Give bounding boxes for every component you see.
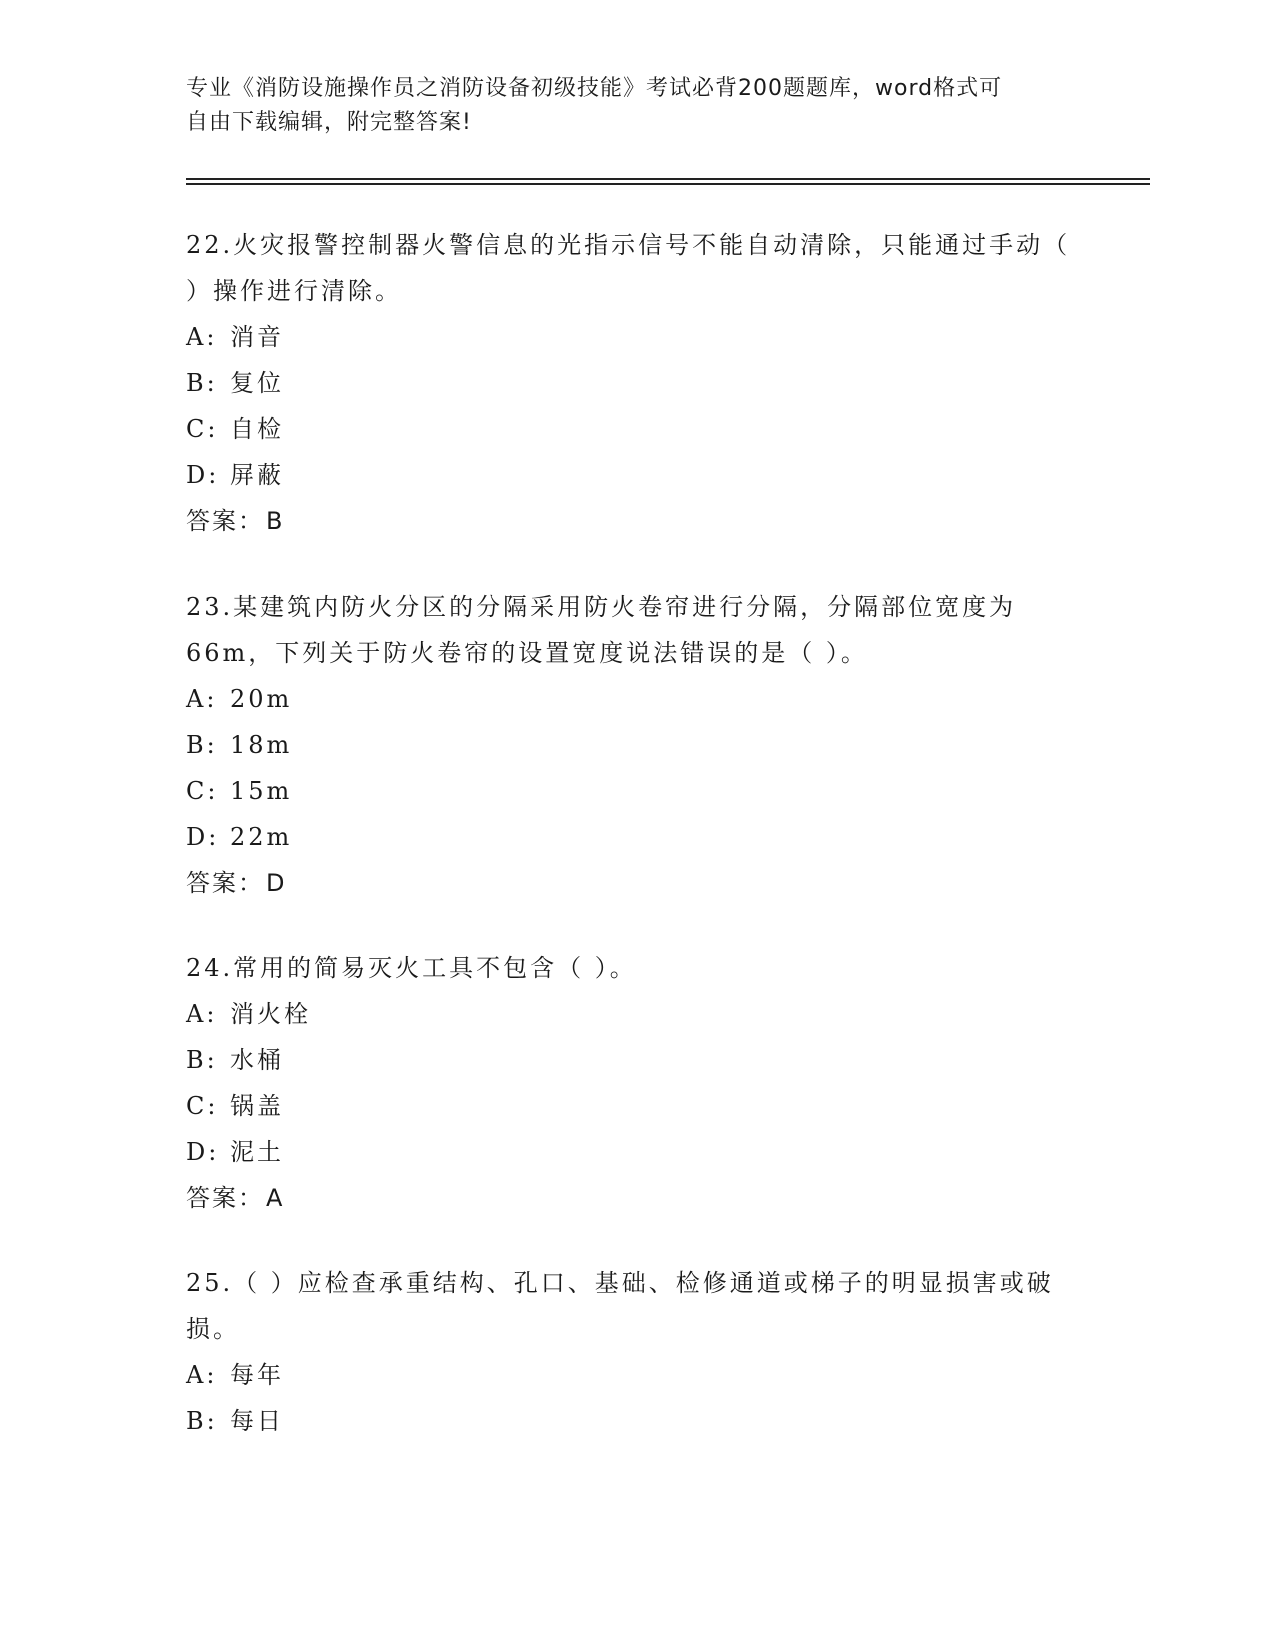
option-key: A: [186,1361,218,1389]
option-key: A: [186,1000,218,1028]
option-key: A: [186,323,218,351]
option-d [186,1129,1086,1175]
option-c [186,768,1086,814]
question-25 [186,1260,1086,1444]
option-text: 屏蔽 [230,461,284,489]
question-22 [186,222,1086,544]
header-divider-top [186,178,1150,180]
question-23 [186,584,1086,906]
header-line-1: 专业《消防设施操作员之消防设备初级技能》考试必背200题题库，word格式可 [186,76,1003,101]
answer-label: 答案： [186,869,264,897]
option-text: 消音 [230,323,284,351]
header-divider-bottom [186,183,1150,185]
option-text: 18m [230,731,293,759]
answer-line [186,860,1086,906]
option-c [186,1083,1086,1129]
option-d [186,814,1086,860]
option-key: B: [186,1046,218,1074]
answer-line [186,498,1086,544]
question-text: 22.火灾报警控制器火警信息的光指示信号不能自动清除，只能通过手动（ ）操作进行清除。 [186,231,1071,305]
option-key: C: [186,1092,219,1120]
option-key: B: [186,369,218,397]
document-header [186,72,1066,140]
option-text: 自检 [230,415,284,443]
option-text: 20m [230,685,293,713]
option-b [186,1037,1086,1083]
option-text: 水桶 [230,1046,284,1074]
option-key: B: [186,1407,218,1435]
option-key: D: [186,1138,220,1166]
option-text: 消火栓 [230,1000,311,1028]
option-text: 15m [230,777,293,805]
answer-label: 答案： [186,507,264,535]
question-text: 25.（ ）应检查承重结构、孔口、基础、检修通道或梯子的明显损害或破损。 [186,1269,1054,1343]
option-b [186,722,1086,768]
option-a [186,676,1086,722]
option-key: D: [186,823,220,851]
option-a [186,314,1086,360]
answer-value: B [266,507,285,535]
question-text: 24.常用的简易灭火工具不包含（ ）。 [186,954,637,982]
answer-label: 答案： [186,1184,264,1212]
answer-value: A [266,1184,285,1212]
option-text: 复位 [230,369,284,397]
option-key: B: [186,731,218,759]
option-text: 每年 [230,1361,284,1389]
option-key: C: [186,777,219,805]
question-24 [186,945,1086,1221]
option-key: A: [186,685,218,713]
option-b [186,360,1086,406]
option-a [186,991,1086,1037]
answer-line [186,1175,1086,1221]
option-a [186,1352,1086,1398]
question-text: 23.某建筑内防火分区的分隔采用防火卷帘进行分隔，分隔部位宽度为66m，下列关于防火卷帘的设置宽度说法错误的是（ ）。 [186,593,1017,667]
option-c [186,406,1086,452]
option-key: C: [186,415,219,443]
header-line-2: 自由下载编辑，附完整答案! [186,110,472,135]
option-text: 22m [230,823,293,851]
option-b [186,1398,1086,1444]
answer-value: D [266,869,287,897]
option-text: 泥土 [230,1138,284,1166]
option-d [186,452,1086,498]
option-text: 每日 [230,1407,284,1435]
option-key: D: [186,461,220,489]
option-text: 锅盖 [230,1092,284,1120]
